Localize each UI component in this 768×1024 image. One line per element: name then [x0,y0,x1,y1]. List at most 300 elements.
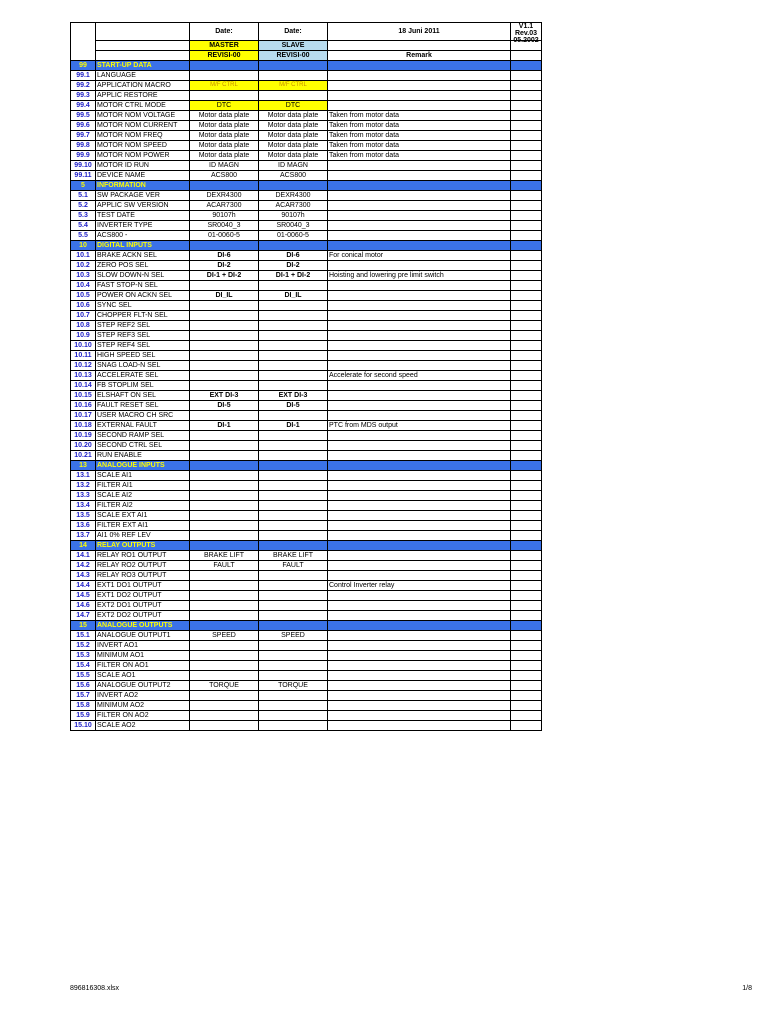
remark-value [328,671,511,681]
slave-value [259,471,328,481]
parameter-name: ELSHAFT ON SEL [96,391,190,401]
extra-cell [511,721,542,731]
remark-value: Taken from motor data [328,121,511,131]
slave-value: DI-2 [259,261,328,271]
master-label: MASTER [190,41,259,51]
remark-value [328,231,511,241]
extra-cell [511,481,542,491]
parameter-row [71,551,542,561]
remark-value [328,191,511,201]
slave-value [259,301,328,311]
parameter-name: ZERO POS SEL [96,261,190,271]
parameter-number: 99.2 [71,81,96,91]
remark-value: Hoisting and lowering pre limit switch [328,271,511,281]
parameter-row [71,401,542,411]
remark-value [328,81,511,91]
remark-value [328,351,511,361]
remark-value [328,381,511,391]
slave-value: BRAKE LIFT [259,551,328,561]
remark-value [328,91,511,101]
remark-value: Taken from motor data [328,111,511,121]
parameter-number: 99.1 [71,71,96,81]
parameter-row [71,471,542,481]
extra-cell [511,211,542,221]
master-value [190,61,259,71]
extra-cell [511,351,542,361]
slave-value: 01-0060-5 [259,231,328,241]
slave-value [259,671,328,681]
remark-value [328,181,511,191]
extra-cell [511,341,542,351]
remark-value [328,621,511,631]
extra-cell [511,281,542,291]
remark-header: Remark [328,51,511,61]
master-value [190,361,259,371]
remark-value [328,711,511,721]
remark-value [328,681,511,691]
parameter-name: EXTERNAL FAULT [96,421,190,431]
parameter-number: 99.4 [71,101,96,111]
section-row [71,181,542,191]
parameter-name: MOTOR NOM POWER [96,151,190,161]
master-value [190,591,259,601]
parameter-row [71,431,542,441]
parameter-number: 10.20 [71,441,96,451]
remark-value [328,311,511,321]
slave-value [259,181,328,191]
parameter-name: SECOND RAMP SEL [96,431,190,441]
slave-value [259,61,328,71]
parameter-row [71,111,542,121]
master-value: ACS800 [190,171,259,181]
parameter-name: RELAY RO1 OUTPUT [96,551,190,561]
extra-cell [511,291,542,301]
slave-value [259,341,328,351]
parameter-row [71,441,542,451]
parameter-row [71,651,542,661]
master-value: SR0040_3 [190,221,259,231]
header-blank-6 [96,51,190,61]
slave-label: SLAVE [259,41,328,51]
master-value [190,651,259,661]
header-blank-4 [328,41,511,51]
extra-cell [511,501,542,511]
parameter-row [71,171,542,181]
master-value: Motor data plate [190,121,259,131]
master-value [190,511,259,521]
remark-value [328,491,511,501]
slave-value [259,411,328,421]
parameter-number: 10.12 [71,361,96,371]
parameter-row [71,231,542,241]
parameter-row [71,721,542,731]
parameter-name: ANALOGUE INPUTS [96,461,190,471]
remark-value: Accelerate for second speed [328,371,511,381]
parameter-row [71,711,542,721]
header-row-master-slave [71,41,542,51]
master-value [190,441,259,451]
parameter-row [71,491,542,501]
parameter-number: 10.13 [71,371,96,381]
extra-cell [511,71,542,81]
parameter-row [71,561,542,571]
parameter-name: CHOPPER FLT-N SEL [96,311,190,321]
parameter-number: 15.7 [71,691,96,701]
parameter-number: 14.5 [71,591,96,601]
extra-cell [511,61,542,71]
parameter-number: 10.11 [71,351,96,361]
remark-value: For conical motor [328,251,511,261]
parameter-row [71,451,542,461]
extra-cell [511,651,542,661]
master-value [190,371,259,381]
parameter-name: INVERT AO2 [96,691,190,701]
master-value [190,451,259,461]
master-value: DI-5 [190,401,259,411]
parameter-name: SYNC SEL [96,301,190,311]
master-value [190,341,259,351]
master-value: DI-1 [190,421,259,431]
extra-cell [511,581,542,591]
remark-value [328,201,511,211]
master-value: 90107h [190,211,259,221]
slave-value [259,721,328,731]
header-blank-7 [511,51,542,61]
extra-cell [511,161,542,171]
extra-cell [511,141,542,151]
master-value [190,661,259,671]
parameter-name: RELAY RO2 OUTPUT [96,561,190,571]
extra-cell [511,471,542,481]
slave-value [259,71,328,81]
parameter-number: 5.1 [71,191,96,201]
slave-value [259,661,328,671]
remark-value [328,171,511,181]
parameter-number: 99 [71,61,96,71]
extra-cell [511,411,542,421]
extra-cell [511,171,542,181]
master-value [190,331,259,341]
remark-value [328,511,511,521]
extra-cell [511,701,542,711]
parameter-number: 5.5 [71,231,96,241]
footer-filename: 896816308.xlsx [70,985,120,992]
remark-value: Taken from motor data [328,131,511,141]
parameter-number: 10.15 [71,391,96,401]
slave-value [259,711,328,721]
master-value: 01-0060-5 [190,231,259,241]
parameter-number: 99.8 [71,141,96,151]
extra-cell [511,321,542,331]
slave-value: DI-1 [259,421,328,431]
slave-value [259,571,328,581]
parameter-name: MOTOR NOM CURRENT [96,121,190,131]
remark-value [328,701,511,711]
parameter-row [71,291,542,301]
parameter-row [71,481,542,491]
slave-value: ACAR7300 [259,201,328,211]
slave-value: DI_IL [259,291,328,301]
master-value: DTC [190,101,259,111]
parameter-number: 10.14 [71,381,96,391]
parameter-row [71,121,542,131]
extra-cell [511,121,542,131]
parameter-number: 15.8 [71,701,96,711]
remark-value [328,661,511,671]
extra-cell [511,271,542,281]
extra-cell [511,531,542,541]
slave-value: ID MAGN [259,161,328,171]
header-blank-3 [96,41,190,51]
parameter-number: 15.6 [71,681,96,691]
remark-value [328,501,511,511]
master-value [190,351,259,361]
parameter-row [71,341,542,351]
extra-cell [511,511,542,521]
parameter-number: 14.7 [71,611,96,621]
extra-cell [511,711,542,721]
slave-value [259,621,328,631]
parameter-number: 5 [71,181,96,191]
parameter-row [71,391,542,401]
slave-value [259,611,328,621]
remark-value [328,521,511,531]
master-value: Motor data plate [190,131,259,141]
extra-cell [511,551,542,561]
parameter-name: MOTOR NOM SPEED [96,141,190,151]
slave-value [259,441,328,451]
remark-value [328,571,511,581]
extra-cell [511,601,542,611]
remark-value [328,471,511,481]
parameter-row [71,261,542,271]
master-value: Motor data plate [190,111,259,121]
master-value: DI-1 + DI-2 [190,271,259,281]
parameter-row [71,661,542,671]
header-row-date [71,23,542,41]
parameter-name: FILTER AI1 [96,481,190,491]
remark-value [328,161,511,171]
master-revision: REVISI-00 [190,51,259,61]
master-value [190,311,259,321]
slave-value: M/F CTRL [259,81,328,91]
master-value [190,581,259,591]
parameter-row [71,671,542,681]
master-value [190,71,259,81]
section-row [71,241,542,251]
parameter-name: RELAY OUTPUTS [96,541,190,551]
slave-value [259,461,328,471]
parameter-name: STEP REF2 SEL [96,321,190,331]
parameter-name: ACCELERATE SEL [96,371,190,381]
slave-value [259,431,328,441]
master-value [190,601,259,611]
slave-value: DEXR4300 [259,191,328,201]
slave-value: DI-6 [259,251,328,261]
extra-cell [511,441,542,451]
slave-value [259,491,328,501]
remark-value [328,291,511,301]
parameter-row [71,581,542,591]
master-value [190,611,259,621]
parameter-row [71,151,542,161]
parameter-number: 13.5 [71,511,96,521]
master-value [190,411,259,421]
parameter-row [71,691,542,701]
parameter-number: 14.1 [71,551,96,561]
parameter-number: 10.17 [71,411,96,421]
parameter-row [71,501,542,511]
parameter-name: RELAY RO3 OUTPUT [96,571,190,581]
header-row-revision [71,51,542,61]
extra-cell [511,241,542,251]
parameter-name: TEST DATE [96,211,190,221]
parameter-name: SCALE AI1 [96,471,190,481]
parameter-name: DIGITAL INPUTS [96,241,190,251]
parameter-number: 99.10 [71,161,96,171]
parameter-row [71,571,542,581]
parameter-name: SECOND CTRL SEL [96,441,190,451]
parameter-row [71,251,542,261]
parameter-number: 99.3 [71,91,96,101]
extra-cell [511,381,542,391]
parameter-number: 5.3 [71,211,96,221]
master-value: DEXR4300 [190,191,259,201]
master-value [190,641,259,651]
parameter-name: MOTOR ID RUN [96,161,190,171]
parameter-number: 10.16 [71,401,96,411]
parameter-number: 10.2 [71,261,96,271]
slave-date-label: Date: [259,23,328,41]
master-value [190,431,259,441]
remark-value [328,721,511,731]
parameter-number: 10.10 [71,341,96,351]
master-value [190,711,259,721]
slave-revision: REVISI-00 [259,51,328,61]
master-value [190,481,259,491]
remark-value [328,401,511,411]
slave-value [259,481,328,491]
master-value [190,701,259,711]
parameter-number: 99.5 [71,111,96,121]
remark-value: PTC from MDS output [328,421,511,431]
parameter-name: MOTOR NOM FREQ [96,131,190,141]
parameter-number: 10.3 [71,271,96,281]
extra-cell [511,331,542,341]
extra-cell [511,691,542,701]
parameter-number: 14 [71,541,96,551]
parameter-number: 13.2 [71,481,96,491]
extra-cell [511,681,542,691]
parameter-name: FAULT RESET SEL [96,401,190,411]
master-value [190,461,259,471]
parameter-name: MOTOR NOM VOLTAGE [96,111,190,121]
extra-cell [511,431,542,441]
parameter-number: 13.6 [71,521,96,531]
remark-value [328,641,511,651]
section-row [71,461,542,471]
remark-value [328,541,511,551]
remark-value: Taken from motor data [328,141,511,151]
parameter-name: AI1 0% REF LEV [96,531,190,541]
parameter-row [71,201,542,211]
extra-cell [511,101,542,111]
extra-cell [511,611,542,621]
master-value [190,571,259,581]
section-row [71,621,542,631]
master-value [190,621,259,631]
parameter-row [71,371,542,381]
parameter-row [71,301,542,311]
parameter-row [71,101,542,111]
extra-cell [511,521,542,531]
master-value: ID MAGN [190,161,259,171]
extra-cell [511,221,542,231]
remark-value [328,281,511,291]
remark-value [328,341,511,351]
section-row [71,61,542,71]
parameter-number: 13 [71,461,96,471]
remark-value: Control Inverter relay [328,581,511,591]
remark-value [328,301,511,311]
slave-value [259,541,328,551]
parameter-name: APPLIC SW VERSION [96,201,190,211]
parameter-number: 13.7 [71,531,96,541]
parameter-name: MOTOR CTRL MODE [96,101,190,111]
extra-cell [511,671,542,681]
extra-cell [511,261,542,271]
extra-cell [511,201,542,211]
slave-value [259,501,328,511]
parameter-name: FILTER AI2 [96,501,190,511]
parameter-number: 15.4 [71,661,96,671]
parameter-name: EXT1 DO2 OUTPUT [96,591,190,601]
remark-value [328,411,511,421]
parameter-number: 99.9 [71,151,96,161]
master-value: DI_IL [190,291,259,301]
parameter-name: APPLIC RESTORE [96,91,190,101]
parameter-name: BRAKE ACKN SEL [96,251,190,261]
header-blank-2 [96,23,190,41]
parameter-name: DEVICE NAME [96,171,190,181]
parameter-name: ANALOGUE OUTPUTS [96,621,190,631]
remark-value [328,481,511,491]
slave-value [259,311,328,321]
parameter-name: FB STOPLIM SEL [96,381,190,391]
parameter-name: FILTER ON AO1 [96,661,190,671]
parameter-row [71,81,542,91]
parameter-name: HIGH SPEED SEL [96,351,190,361]
slave-value [259,91,328,101]
remark-value [328,261,511,271]
parameter-number: 99.11 [71,171,96,181]
extra-cell [511,91,542,101]
parameter-number: 99.6 [71,121,96,131]
remark-value [328,71,511,81]
parameter-name: ACS800 - [96,231,190,241]
slave-value: Motor data plate [259,141,328,151]
remark-value [328,361,511,371]
parameter-name: SCALE AI2 [96,491,190,501]
extra-cell [511,591,542,601]
slave-value: 90107h [259,211,328,221]
parameter-number: 5.4 [71,221,96,231]
master-value: DI-2 [190,261,259,271]
master-value: EXT DI-3 [190,391,259,401]
parameter-name: MINIMUM AO2 [96,701,190,711]
remark-value [328,221,511,231]
parameter-number: 10.4 [71,281,96,291]
